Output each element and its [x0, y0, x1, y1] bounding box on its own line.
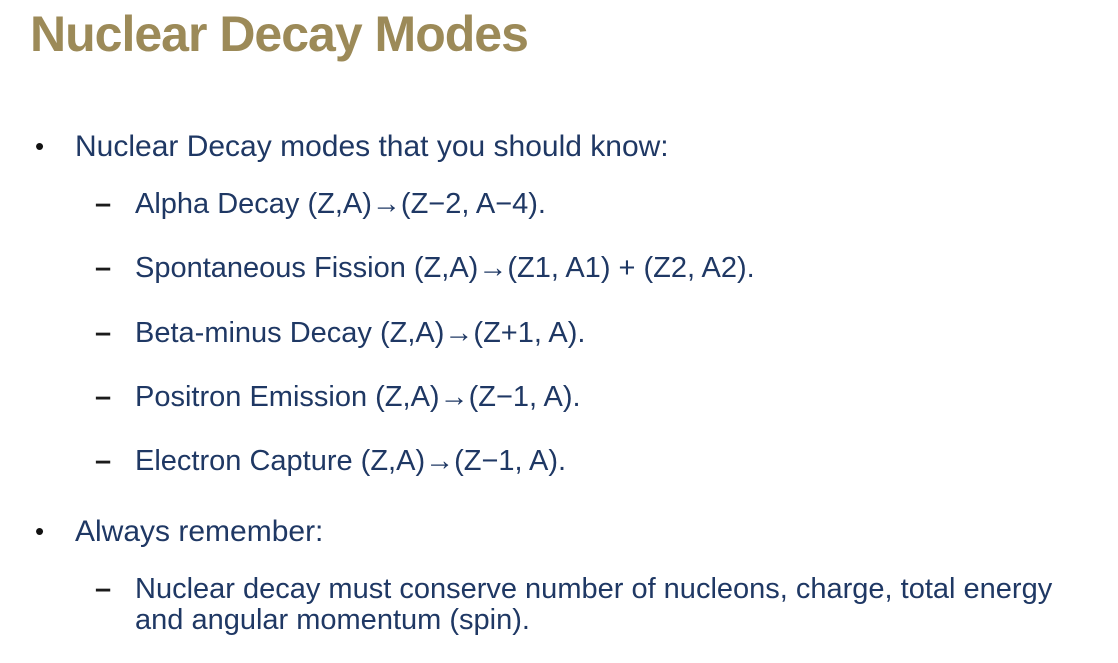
slide-body	[0, 130, 1118, 636]
bullet-label: Nuclear Decay modes that you should know:	[75, 130, 669, 163]
bullet-label: Always remember:	[75, 514, 324, 548]
sub-bullet-conservation	[95, 574, 1118, 637]
sub-bullet-electron-capture	[95, 446, 1118, 477]
sub-bullet-label: Beta-minus Decay (Z,A)→(Z+1, A).	[135, 316, 586, 349]
bullet-item-always-remember	[35, 515, 1118, 548]
sub-bullet-spontaneous-fission	[95, 253, 1118, 284]
dash-icon: –	[95, 316, 112, 349]
sub-bullet-label: Positron Emission (Z,A)→(Z−1, A).	[135, 380, 581, 413]
bullet-dot-icon: •	[35, 515, 45, 546]
dash-icon: –	[95, 252, 112, 285]
sub-bullet-label: Alpha Decay (Z,A)→(Z−2, A−4).	[135, 188, 546, 220]
dash-icon: –	[95, 188, 112, 220]
bullet-item-know	[35, 130, 1118, 163]
sub-bullet-label: Electron Capture (Z,A)→(Z−1, A).	[135, 445, 567, 478]
dash-icon: –	[95, 445, 112, 478]
bullet-dot-icon: •	[35, 131, 45, 161]
sub-bullet-positron-emission	[95, 382, 1118, 413]
sub-bullet-beta-minus-decay	[95, 318, 1118, 349]
sub-bullet-alpha-decay	[95, 189, 1118, 220]
dash-icon: –	[95, 380, 112, 413]
slide-title: Nuclear Decay Modes	[30, 6, 528, 62]
dash-icon: –	[95, 572, 112, 605]
sub-bullet-label: Spontaneous Fission (Z,A)→(Z1, A1) + (Z2, A2).	[135, 252, 755, 285]
sub-bullet-label: Nuclear decay must conserve number of nucleons, charge, total energy and angular momentum (spin).	[135, 572, 1053, 636]
